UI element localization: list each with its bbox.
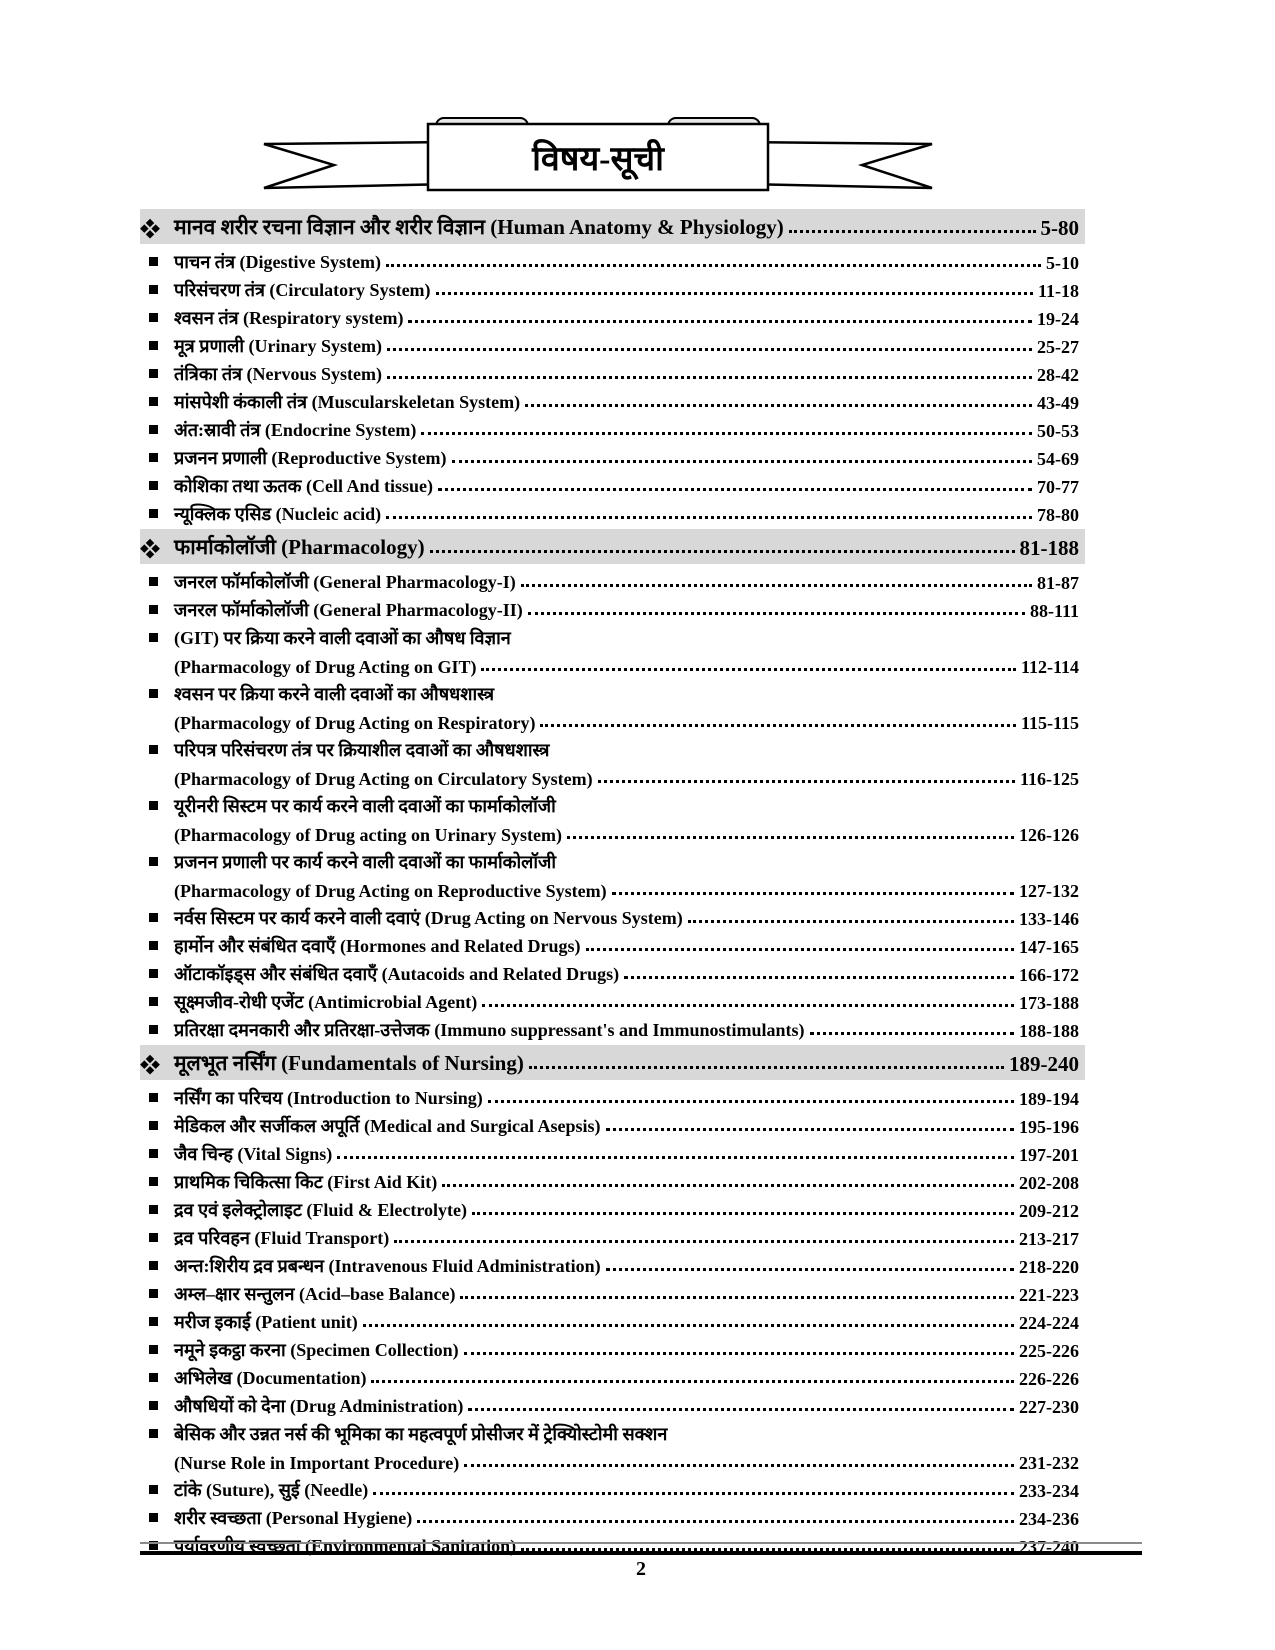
- toc-pages: 188-188: [1019, 1021, 1079, 1041]
- toc-item-row-line2: [140, 706, 1085, 734]
- toc-label: अम्ल–क्षार सन्तुलन (Acid–base Balance): [174, 1284, 456, 1304]
- toc-pages: 25-27: [1037, 337, 1079, 357]
- toc-label: मूलभूत नर्सिंग (Fundamentals of Nursing): [174, 1051, 524, 1075]
- item-bullet-icon: [140, 470, 174, 498]
- toc-label: शरीर स्वच्छता (Personal Hygiene): [174, 1508, 413, 1528]
- square-bullet-icon: [149, 397, 158, 406]
- square-bullet-icon: [149, 1205, 158, 1214]
- dot-leader: [603, 1250, 1017, 1278]
- toc-pages: 225-226: [1019, 1341, 1079, 1361]
- toc-label: पर्यावरणीय स्वच्छता (Environmental Sanitation): [174, 1536, 517, 1556]
- toc-pages: 209-212: [1019, 1201, 1079, 1221]
- toc-label: मानव शरीर रचना विज्ञान और शरीर विज्ञान (Human Anatomy & Physiology): [174, 215, 784, 239]
- square-bullet-icon: [149, 633, 158, 642]
- toc-label: मूत्र प्रणाली (Urinary System): [174, 336, 382, 356]
- toc-pages: 218-220: [1019, 1257, 1079, 1277]
- section-bullet-icon: [140, 530, 174, 561]
- square-bullet-icon: [149, 1121, 158, 1130]
- square-bullet-icon: [149, 313, 158, 322]
- dot-leader: [405, 302, 1035, 330]
- item-bullet-icon: [140, 734, 174, 762]
- square-bullet-icon: [149, 481, 158, 490]
- square-bullet-icon: [149, 745, 158, 754]
- item-bullet-icon: [140, 442, 174, 470]
- square-bullet-icon: [149, 453, 158, 462]
- toc-item-row: [140, 734, 1085, 762]
- toc-pages: 234-236: [1019, 1509, 1079, 1529]
- toc-item-row: [140, 678, 1085, 706]
- page-number: 2: [636, 1558, 646, 1580]
- toc-item-row: [140, 1110, 1085, 1138]
- square-bullet-icon: [149, 941, 158, 950]
- toc-item-row: [140, 846, 1085, 874]
- square-bullet-icon: [149, 1317, 158, 1326]
- item-bullet-icon: [140, 566, 174, 594]
- item-bullet-icon: [140, 1362, 174, 1390]
- toc-pages: 28-42: [1037, 365, 1079, 385]
- dot-leader: [418, 414, 1035, 442]
- toc-label: द्रव एवं इलेक्ट्रोलाइट (Fluid & Electrolyte): [174, 1200, 468, 1220]
- toc-item-row: [140, 442, 1085, 470]
- dot-leader: [479, 986, 1017, 1014]
- toc-label: (GIT) पर क्रिया करने वाली दवाओं का औषध विज्ञान: [174, 628, 511, 648]
- dot-leader: [461, 1446, 1017, 1474]
- toc-pages: 147-165: [1019, 937, 1079, 957]
- toc-item-row: [140, 1362, 1085, 1390]
- toc-item-row: [140, 1082, 1085, 1110]
- toc-item-row: [140, 1166, 1085, 1194]
- toc-item-row: [140, 1502, 1085, 1530]
- toc-label-english: (Pharmacology of Drug Acting on Reproductive System): [174, 881, 607, 901]
- toc-label: ऑटाकॉइड्स और संबंधित दवाएँ (Autacoids and Related Drugs): [174, 964, 620, 984]
- square-bullet-icon: [149, 605, 158, 614]
- toc-item-row: [140, 330, 1085, 358]
- item-bullet-icon: [140, 1110, 174, 1138]
- square-bullet-icon: [149, 1429, 158, 1438]
- toc-label: जनरल फॉर्माकोलॉजी (General Pharmacology-II): [174, 600, 523, 620]
- toc-pages: 19-24: [1037, 309, 1079, 329]
- dot-leader: [368, 1362, 1017, 1390]
- toc-label: जनरल फॉर्माकोलॉजी (General Pharmacology-I): [174, 572, 516, 592]
- toc-pages: 112-114: [1020, 657, 1079, 677]
- square-bullet-icon: [149, 1093, 158, 1102]
- toc-label: श्वसन तंत्र (Respiratory system): [174, 308, 404, 328]
- toc-pages: 227-230: [1019, 1397, 1079, 1417]
- banner-title: विषय-सूची: [532, 141, 664, 178]
- toc-label: नर्सिंग का परिचय (Introduction to Nursing): [174, 1088, 483, 1108]
- toc-pages: 133-146: [1019, 909, 1079, 929]
- toc-label: परिपत्र परिसंचरण तंत्र पर क्रियाशील दवाओं का औषधशास्त्र: [174, 740, 550, 760]
- item-bullet-icon: [140, 1250, 174, 1278]
- dot-leader: [439, 1166, 1017, 1194]
- toc-label: अंत:स्रावी तंत्र (Endocrine System): [174, 420, 417, 440]
- dot-leader: [485, 1082, 1017, 1110]
- dot-leader: [478, 650, 1019, 678]
- square-bullet-icon: [149, 913, 158, 922]
- toc-pages: 173-188: [1019, 993, 1079, 1013]
- item-bullet-icon: [140, 274, 174, 302]
- toc-label: प्राथमिक चिकित्सा किट (First Aid Kit): [174, 1172, 438, 1192]
- dot-leader: [518, 566, 1035, 594]
- toc-item-row: [140, 902, 1085, 930]
- toc-item-row: [140, 1194, 1085, 1222]
- toc-item-row: [140, 302, 1085, 330]
- toc-item-row: [140, 1418, 1085, 1446]
- dot-leader: [609, 874, 1017, 902]
- item-bullet-icon: [140, 1222, 174, 1250]
- square-bullet-icon: [149, 1025, 158, 1034]
- toc-label-english: (Pharmacology of Drug Acting on Circulatory System): [174, 769, 593, 789]
- dot-leader: [360, 1306, 1017, 1334]
- dot-leader: [522, 386, 1035, 414]
- toc-pages: 237-240: [1019, 1537, 1079, 1557]
- banner-ribbon-graphic: [256, 112, 940, 204]
- dot-leader: [384, 330, 1035, 358]
- toc-label: कोशिका तथा ऊतक (Cell And tissue): [174, 476, 434, 496]
- toc-pages: 70-77: [1037, 477, 1079, 497]
- square-bullet-icon: [149, 969, 158, 978]
- toc-item-row: [140, 498, 1085, 526]
- dot-leader: [525, 594, 1028, 622]
- toc-label: पाचन तंत्र (Digestive System): [174, 252, 381, 272]
- dot-leader: [449, 442, 1035, 470]
- toc-label: मेडिकल और सर्जीकल अपूर्ति (Medical and Surgical Asepsis): [174, 1116, 601, 1136]
- square-bullet-icon: [149, 801, 158, 810]
- item-bullet-icon: [140, 414, 174, 442]
- toc-pages: 115-115: [1020, 713, 1079, 733]
- toc-item-row: [140, 594, 1085, 622]
- item-bullet-icon: [140, 1306, 174, 1334]
- dot-leader: [465, 1390, 1017, 1418]
- toc-pages: 166-172: [1019, 965, 1079, 985]
- toc-label: प्रजनन प्रणाली (Reproductive System): [174, 448, 447, 468]
- toc-pages: 189-240: [1009, 1052, 1079, 1076]
- item-bullet-icon: [140, 1502, 174, 1530]
- toc-item-row: [140, 414, 1085, 442]
- toc-pages: 43-49: [1037, 393, 1079, 413]
- toc-item-row: [140, 1138, 1085, 1166]
- dot-leader: [621, 958, 1017, 986]
- square-bullet-icon: [149, 285, 158, 294]
- dot-leader: [537, 706, 1019, 734]
- dot-leader: [414, 1502, 1017, 1530]
- item-bullet-icon: [140, 594, 174, 622]
- toc-label-english: (Pharmacology of Drug acting on Urinary System): [174, 825, 562, 845]
- toc-item-row-line2: [140, 1446, 1085, 1474]
- page-footer: [140, 1542, 1142, 1581]
- item-bullet-icon: [140, 1194, 174, 1222]
- toc-pages: 233-234: [1019, 1481, 1079, 1501]
- square-bullet-icon: [149, 857, 158, 866]
- square-bullet-icon: [149, 1345, 158, 1354]
- toc-item-row: [140, 930, 1085, 958]
- toc-item-row: [140, 470, 1085, 498]
- four-diamond-icon: [146, 539, 154, 547]
- dot-leader: [384, 358, 1035, 386]
- toc-label: मांसपेशी कंकाली तंत्र (Muscularskeletan System): [174, 392, 521, 412]
- title-banner: [256, 112, 940, 204]
- item-bullet-icon: [140, 330, 174, 358]
- toc-item-row-line2: [140, 762, 1085, 790]
- dot-leader: [685, 902, 1017, 930]
- item-bullet-icon: [140, 1418, 174, 1446]
- toc-pages: 81-87: [1037, 573, 1079, 593]
- toc-item-row: [140, 1014, 1085, 1042]
- toc-label: औषधियों को देना (Drug Administration): [174, 1396, 464, 1416]
- toc-item-row-line2: [140, 818, 1085, 846]
- toc-pages: 5-80: [1040, 216, 1079, 240]
- item-bullet-icon: [140, 1014, 174, 1042]
- dot-leader: [603, 1110, 1018, 1138]
- item-bullet-icon: [140, 790, 174, 818]
- toc-item-row: [140, 986, 1085, 1014]
- toc-item-row: [140, 1334, 1085, 1362]
- toc-pages: 88-111: [1029, 601, 1079, 621]
- toc-pages: 213-217: [1019, 1229, 1079, 1249]
- section-bullet-icon: [140, 210, 174, 241]
- toc-label: श्वसन पर क्रिया करने वाली दवाओं का औषधशास्त्र: [174, 684, 495, 704]
- toc-pages: 5-10: [1046, 253, 1079, 273]
- toc-pages: 78-80: [1037, 505, 1079, 525]
- dot-leader: [461, 1334, 1017, 1362]
- square-bullet-icon: [149, 1373, 158, 1382]
- dot-leader: [526, 1046, 1007, 1077]
- toc-label: अन्त:शिरीय द्रव प्रबन्धन (Intravenous Fluid Administration): [174, 1256, 601, 1276]
- toc-label: नमूने इकट्ठा करना (Specimen Collection): [174, 1340, 459, 1360]
- toc-label: द्रव परिवहन (Fluid Transport): [174, 1228, 390, 1248]
- toc-pages: 202-208: [1019, 1173, 1079, 1193]
- four-diamond-icon: [146, 219, 154, 227]
- square-bullet-icon: [149, 1177, 158, 1186]
- dot-leader: [786, 210, 1039, 241]
- dot-leader: [370, 1474, 1017, 1502]
- square-bullet-icon: [149, 1513, 158, 1522]
- toc-label-english: (Pharmacology of Drug Acting on Respiratory): [174, 713, 536, 733]
- square-bullet-icon: [149, 1485, 158, 1494]
- item-bullet-icon: [140, 1166, 174, 1194]
- toc-label: तंत्रिका तंत्र (Nervous System): [174, 364, 383, 384]
- toc-pages: 189-194: [1019, 1089, 1079, 1109]
- item-bullet-icon: [140, 622, 174, 650]
- item-bullet-icon: [140, 246, 174, 274]
- toc-label: यूरीनरी सिस्टम पर कार्य करने वाली दवाओं का फार्माकोलॉजी: [174, 796, 556, 816]
- banner-ribbon-left: [264, 142, 452, 188]
- square-bullet-icon: [149, 341, 158, 350]
- toc-label: फार्माकोलॉजी (Pharmacology): [174, 535, 425, 559]
- toc-pages: 50-53: [1037, 421, 1079, 441]
- square-bullet-icon: [149, 369, 158, 378]
- four-diamond-icon: [146, 1055, 154, 1063]
- toc-item-row-line2: [140, 874, 1085, 902]
- dot-leader: [427, 530, 1018, 561]
- toc-item-row: [140, 622, 1085, 650]
- item-bullet-icon: [140, 902, 174, 930]
- dot-leader: [457, 1278, 1017, 1306]
- toc-label: अभिलेख (Documentation): [174, 1368, 367, 1388]
- toc-item-row: [140, 274, 1085, 302]
- square-bullet-icon: [149, 577, 158, 586]
- dot-leader: [583, 930, 1017, 958]
- toc-pages: 54-69: [1037, 449, 1079, 469]
- item-bullet-icon: [140, 1278, 174, 1306]
- toc-item-row: [140, 1278, 1085, 1306]
- square-bullet-icon: [149, 425, 158, 434]
- toc-pages: 224-224: [1019, 1313, 1079, 1333]
- item-bullet-icon: [140, 386, 174, 414]
- square-bullet-icon: [149, 1401, 158, 1410]
- toc-section-row: [140, 209, 1085, 244]
- toc-label-english: (Nurse Role in Important Procedure): [174, 1453, 460, 1473]
- toc-label: प्रतिरक्षा दमनकारी और प्रतिरक्षा-उत्तेजक (Immuno suppressant's and Immunostimulants): [174, 1020, 805, 1040]
- item-bullet-icon: [140, 846, 174, 874]
- dot-leader: [391, 1222, 1017, 1250]
- toc-item-row: [140, 1474, 1085, 1502]
- dot-leader: [334, 1138, 1017, 1166]
- square-bullet-icon: [149, 997, 158, 1006]
- square-bullet-icon: [149, 257, 158, 266]
- item-bullet-icon: [140, 678, 174, 706]
- square-bullet-icon: [149, 689, 158, 698]
- toc-section-row: [140, 1045, 1085, 1080]
- toc-label: हार्मोन और संबंधित दवाएँ (Hormones and Related Drugs): [174, 936, 581, 956]
- toc-item-row: [140, 386, 1085, 414]
- toc-section-row: [140, 529, 1085, 564]
- toc-item-row: [140, 790, 1085, 818]
- toc-item-row: [140, 958, 1085, 986]
- toc-item-row: [140, 1306, 1085, 1334]
- toc-label: प्रजनन प्रणाली पर कार्य करने वाली दवाओं का फार्माकोलॉजी: [174, 852, 557, 872]
- toc-label: जैव चिन्ह (Vital Signs): [174, 1144, 333, 1164]
- toc-pages: 127-132: [1019, 881, 1079, 901]
- item-bullet-icon: [140, 1334, 174, 1362]
- toc-label: नर्वस सिस्टम पर कार्य करने वाली दवाएं (Drug Acting on Nervous System): [174, 908, 683, 928]
- toc-label: बेसिक और उन्नत नर्स की भूमिका का महत्वपूर्ण प्रोसीजर में ट्रेक्यिोस्टोमी सक्शन: [174, 1424, 668, 1444]
- toc-label: परिसंचरण तंत्र (Circulatory System): [174, 280, 431, 300]
- dot-leader: [469, 1194, 1017, 1222]
- toc-item-row-line2: [140, 650, 1085, 678]
- toc-label: मरीज इकाई (Patient unit): [174, 1312, 358, 1332]
- toc-pages: 197-201: [1019, 1145, 1079, 1165]
- dot-leader: [383, 498, 1035, 526]
- toc-pages: 195-196: [1019, 1117, 1079, 1137]
- square-bullet-icon: [149, 1149, 158, 1158]
- section-bullet-icon: [140, 1046, 174, 1077]
- toc-item-row: [140, 1222, 1085, 1250]
- toc-pages: 11-18: [1037, 281, 1079, 301]
- toc-pages: 226-226: [1019, 1369, 1079, 1389]
- square-bullet-icon: [149, 1233, 158, 1242]
- square-bullet-icon: [149, 1289, 158, 1298]
- toc-label: न्यूक्लिक एसिड (Nucleic acid): [174, 504, 382, 524]
- item-bullet-icon: [140, 1138, 174, 1166]
- toc-pages: 81-188: [1019, 536, 1079, 560]
- item-bullet-icon: [140, 958, 174, 986]
- item-bullet-icon: [140, 930, 174, 958]
- toc-item-row: [140, 1250, 1085, 1278]
- dot-leader: [564, 818, 1017, 846]
- dot-leader: [595, 762, 1018, 790]
- item-bullet-icon: [140, 498, 174, 526]
- item-bullet-icon: [140, 358, 174, 386]
- toc-pages: 231-232: [1019, 1453, 1079, 1473]
- toc-item-row: [140, 566, 1085, 594]
- toc-label-english: (Pharmacology of Drug Acting on GIT): [174, 657, 477, 677]
- item-bullet-icon: [140, 1474, 174, 1502]
- dot-leader: [435, 470, 1035, 498]
- toc-label: टांके (Suture), सुई (Needle): [174, 1480, 369, 1500]
- toc-item-row: [140, 246, 1085, 274]
- banner-ribbon-right: [744, 142, 932, 188]
- dot-leader: [383, 246, 1044, 274]
- toc-pages: 126-126: [1019, 825, 1079, 845]
- item-bullet-icon: [140, 302, 174, 330]
- dot-leader: [807, 1014, 1017, 1042]
- item-bullet-icon: [140, 986, 174, 1014]
- item-bullet-icon: [140, 1390, 174, 1418]
- toc-pages: 221-223: [1019, 1285, 1079, 1305]
- toc-label: सूक्ष्मजीव-रोधी एजेंट (Antimicrobial Agent): [174, 992, 478, 1012]
- toc-pages: 116-125: [1019, 769, 1079, 789]
- toc-item-row: [140, 358, 1085, 386]
- footer-rule: [140, 1542, 1142, 1555]
- item-bullet-icon: [140, 1082, 174, 1110]
- toc-item-row: [140, 1390, 1085, 1418]
- dot-leader: [433, 274, 1036, 302]
- toc-list: [140, 206, 1085, 1558]
- square-bullet-icon: [149, 1261, 158, 1270]
- square-bullet-icon: [149, 509, 158, 518]
